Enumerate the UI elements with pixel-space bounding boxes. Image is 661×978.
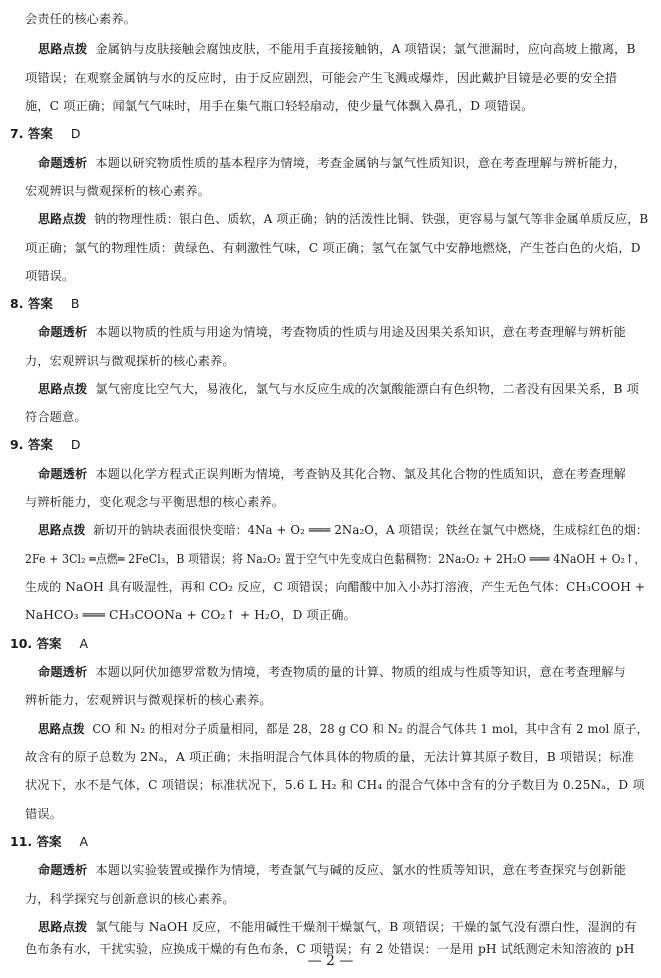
text-line: 命题透析 本题以实验装置或操作为情境，考查氯气与碱的反应、氯水的性质等知识，意在考查探究与创新能 (38, 863, 626, 877)
text-line: 施，C 项正确；闻氯气气味时，用手在集气瓶口轻轻扇动，使少量气体飘入鼻孔，D 项错误。 (25, 99, 534, 113)
text-line: 思路点拨 金属钠与皮肤接触会腐蚀皮肤，不能用手直接接触钠，A 项错误；氯气泄漏时，应向高坡上撤离，B (38, 42, 636, 56)
section-heading: 思路点拨 (38, 42, 88, 56)
question-answer-heading: 10. 答案 A (10, 636, 89, 651)
text-line: 思路点拨 CO 和 N₂ 的相对分子质量相同，都是 28，28 g CO 和 N₂ 的混合气体共 1 mol，其中含有 2 mol 原子， (38, 722, 649, 736)
text-line: 思路点拨 氯气密度比空气大，易液化，氯气与水反应生成的次氯酸能漂白有色织物，二者没有因果关系，B 项 (38, 382, 640, 396)
text-line: 思路点拨 氯气能与 NaOH 反应，不能用碱性干燥剂干燥氯气，B 项错误；干燥的氯气没有漂白性，湿润的有 (38, 920, 637, 934)
section-heading: 命题透析 (38, 665, 88, 679)
text-line: 辨析能力，宏观辨识与微观探析的核心素养。 (25, 693, 272, 707)
section-heading: 命题透析 (38, 863, 88, 877)
text-line: 宏观辨识与微观探析的核心素养。 (25, 184, 211, 198)
page-number: — 2 — (307, 953, 354, 969)
section-heading: 思路点拨 (38, 722, 85, 736)
text-line: 项正确；氯气的物理性质：黄绿色、有刺激性气味，C 项正确；氢气在氯气中安静地燃烧，产生苍白色的火焰，D (25, 241, 641, 255)
text-line: 项错误；在观察金属钠与水的反应时，由于反应剧烈，可能会产生飞溅或爆炸，因此戴护目镜是必要的安全措 (25, 71, 618, 85)
text-line: 命题透析 本题以化学方程式正误判断为情境，考查钠及其化合物、氯及其化合物的性质知识，意在考查理解 (38, 467, 626, 481)
text-line: 生成的 NaOH 具有吸湿性，再和 CO₂ 反应，C 项错误；向醋酸中加入小苏打溶液，产生无色气体：CH₃COOH + (25, 580, 646, 594)
section-heading: 思路点拨 (38, 920, 88, 934)
question-answer-heading: 7. 答案 D (10, 126, 81, 141)
text-line: 命题透析 本题以研究物质性质的基本程序为情境，考查金属钠与氯气性质知识，意在考查理解与辨析能力， (38, 156, 626, 170)
equation-line: 2Fe + 3Cl₂ ═点燃═ 2FeCl₃，B 项错误；将 Na₂O₂ 置于空气中先变成白色黏稠物：2Na₂O₂ + 2H₂O ═══ 4NaOH + O₂↑， (25, 552, 646, 566)
text-line: 力，科学探究与创新意识的核心素养。 (25, 892, 235, 906)
text-line: 力，宏观辨识与微观探析的核心素养。 (25, 354, 235, 368)
section-heading: 命题透析 (38, 325, 88, 339)
text-line: 故含有的原子总数为 2Nₐ，A 项正确；未指明混合气体具体的物质的量，无法计算其原子数目，B 项错误；标准 (25, 750, 634, 764)
section-heading: 思路点拨 (38, 523, 86, 537)
text-line: 命题透析 本题以阿伏加德罗常数为情境，考查物质的量的计算、物质的组成与性质等知识，意在考查理解与 (38, 665, 626, 679)
question-answer-heading: 8. 答案 B (10, 296, 80, 311)
text-line: 项错误。 (25, 269, 75, 283)
question-answer-heading: 11. 答案 A (10, 834, 89, 849)
equation-line: NaHCO₃ ═══ CH₃COONa + CO₂↑ + H₂O，D 项正确。 (25, 608, 356, 622)
section-heading: 思路点拨 (38, 382, 88, 396)
text-line: 思路点拨 钠的物理性质：银白色、质软，A 项正确；钠的活泼性比铜、铁强，更容易与氯气等非金属单质反应，B (38, 212, 649, 226)
text-line: 命题透析 本题以物质的性质与用途为情境，考查物质的性质与用途及因果关系知识，意在考查理解与辨析能 (38, 325, 626, 339)
text-line: 思路点拨 新切开的钠块表面很快变暗：4Na + O₂ ═══ 2Na₂O，A 项错误；铁丝在氯气中燃烧，生成棕红色的烟： (38, 523, 648, 537)
text-line: 状况下，水不是气体，C 项错误；标准状况下，5.6 L H₂ 和 CH₄ 的混合气体中含有的分子数目为 0.25Nₐ，D 项 (25, 778, 645, 792)
section-heading: 命题透析 (38, 467, 88, 481)
section-heading: 思路点拨 (38, 212, 87, 226)
question-answer-heading: 9. 答案 D (10, 437, 81, 452)
text-line: 色布条有水，干扰实验，应换成干燥的有色布条，C 项错误；有 2 处错误：一是用 pH 试纸测定未知溶液的 pH (25, 942, 635, 956)
section-heading: 命题透析 (38, 156, 88, 170)
text-line: 与辨析能力，变化观念与平衡思想的核心素养。 (25, 495, 285, 509)
text-line: 会责任的核心素养。 (25, 12, 137, 26)
text-line: 错误。 (25, 807, 63, 821)
text-line: 符合题意。 (25, 410, 87, 424)
